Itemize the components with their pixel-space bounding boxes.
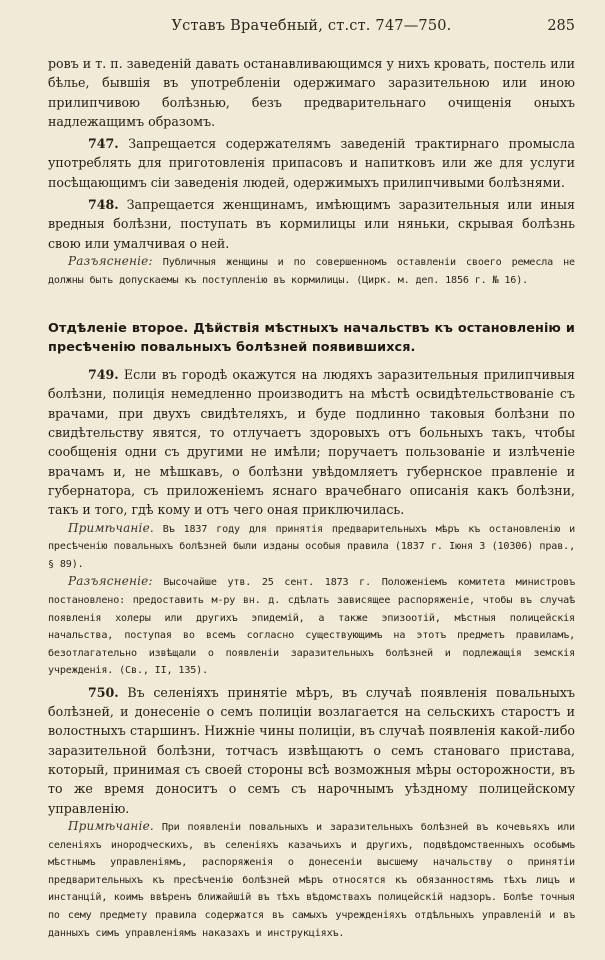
article-748 xyxy=(48,195,575,253)
note-label: Примѣчаніе. xyxy=(68,818,154,833)
article-750 xyxy=(48,683,575,818)
section-heading: Отдѣленіе второе. Дѣйствія мѣстныхъ начальствъ къ остановленію и пресѣченію повальныхъ болѣзней появившихся. xyxy=(48,321,575,356)
article-746-continuation xyxy=(48,54,575,131)
article-747-number: 747. xyxy=(88,136,119,152)
article-747 xyxy=(48,134,575,192)
note-label: Разъясненіе: xyxy=(68,253,153,268)
page-header xyxy=(48,18,575,34)
article-750-note xyxy=(48,818,575,942)
note-text: Публичныя женщины и по совершенномъ оставленіи своего ремесла не должны быть допускаемы къ поступленію въ кормилицы. (Цирк. м. деп. 1856 г. № 16). xyxy=(48,256,575,286)
article-749-text: Если въ городѣ окажутся на людяхъ заразительныя прилипчивыя болѣзни, полиція немедленно производитъ на мѣстѣ освидѣтельствованіе съ врачами, при двухъ свидѣтеляхъ, и буде подлинно таковыя болѣзни по свидѣтельству явятся, то отлучаетъ здоровыхъ отъ больныхъ такъ, чтобы сообщенія одни съ другими не имѣли; поручаетъ пользованіе и излѣченіе врачамъ и, не мѣшкавъ, о болѣзни увѣдомляетъ губернское правленіе и губернатора, съ приложеніемъ яснаго врачебнаго описанія какъ болѣзни, такъ и того, гдѣ кому и отъ чего оная приключилась. xyxy=(48,367,575,518)
page-number: 285 xyxy=(547,18,575,34)
article-748-note xyxy=(48,253,575,289)
note-label: Примѣчаніе. xyxy=(68,520,154,535)
article-749-note-1 xyxy=(48,520,575,574)
running-title: Уставъ Врачебный, ст.ст. 747—750. xyxy=(171,18,452,34)
article-749 xyxy=(48,365,575,519)
article-746-text: ровъ и т. п. заведеній давать останавливающимся у нихъ кровать, постель или бѣлье, бывшія въ употребленіи одержимаго заразительною или иною прилипчивою болѣзнью, безъ предварительнаго очищенія оныхъ надлежащимъ образомъ. xyxy=(48,56,575,129)
article-748-text: Запрещается женщинамъ, имѣющимъ заразительныя или иныя вредныя болѣзни, поступать въ кормилицы или няньки, скрывая болѣзнь свою или умалчивая о ней. xyxy=(48,197,575,251)
note-label: Разъясненіе: xyxy=(68,574,153,589)
article-747-text: Запрещается содержателямъ заведеній трактирнаго промысла употреблять для приготовленія припасовъ и напитковъ или же для услуги посѣщающимъ сіи заведенія людей, одержимыхъ прилипчивыми болѣзнями. xyxy=(48,136,575,190)
article-749-note-2 xyxy=(48,573,575,680)
note-text: При появленіи повальныхъ и заразительныхъ болѣзней въ кочевьяхъ или селеніяхъ инородческихъ, въ селеніяхъ казачьихъ и другихъ, подвѣдомственныхъ особымъ мѣстнымъ управленіямъ, распоряженія о донесеніи высшему начальству о принятіи предварительныхъ къ пресѣченію болѣзней мѣръ относятся къ обязанностямъ тѣхъ лицъ и инстанцій, коимъ ввѣренъ ближайшій въ тѣхъ вѣдомствахъ полицейскій надзоръ. Болѣе точныя по сему предмету правила содержатся въ самыхъ учрежденіяхъ отдѣльныхъ управленій и въ данныхъ симъ управленіямъ наказахъ и инструкціяхъ. xyxy=(48,821,575,939)
document-page xyxy=(48,18,575,942)
article-748-number: 748. xyxy=(88,197,119,213)
article-750-text: Въ селеніяхъ принятіе мѣръ, въ случаѣ появленія повальныхъ болѣзней, и донесеніе о семъ полиціи возлагается на сельскихъ старостъ и волостныхъ старшинъ. Нижніе чины полиціи, въ случаѣ появленія какой-либо заразительной болѣзни, тотчасъ извѣщаютъ о семъ становаго пристава, который, принимая съ своей стороны всѣ возможныя мѣры осторожности, въ то же время доноситъ о семъ съ нарочнымъ уѣздному полицейскому управленію. xyxy=(48,684,575,816)
article-749-number: 749. xyxy=(88,367,119,383)
note-text: Высочайше утв. 25 сент. 1873 г. Положеніемъ комитета министровъ постановлено: предоставить м-ру вн. д. сдѣлать зависящее распоряженіе, чтобы въ случаѣ появленія холеры или другихъ эпидемій, а также эпизоотій, мѣстныя полицейскія начальства, поступая во всемъ согласно существующимъ на этотъ предметъ правиламъ, безотлагательно извѣщали о появленіи заразительныхъ болѣзней и подлежащія земскія учрежденія. (Св., II, 135). xyxy=(48,577,575,677)
note-text: Въ 1837 году для принятія предварительныхъ мѣръ къ остановленію и пресѣченію повальныхъ болѣзней были изданы особыя правила (1837 г. Іюня 3 (10306) прав., § 89). xyxy=(48,523,575,570)
article-750-number: 750. xyxy=(88,684,119,700)
